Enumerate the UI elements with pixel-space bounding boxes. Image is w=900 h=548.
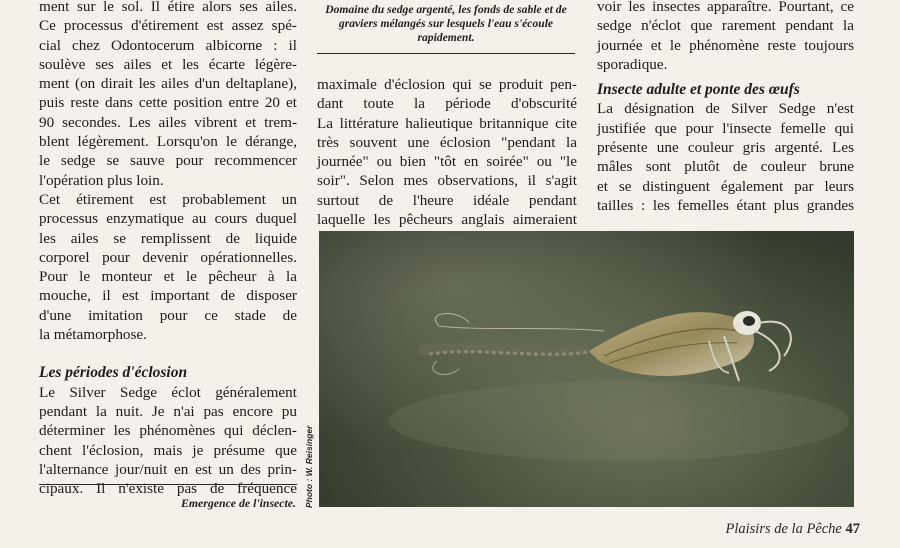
text-line: les ailes se remplissent de liquide (39, 229, 297, 247)
paragraph-sporadique (597, 0, 854, 74)
text-line: très souvent une éclosion "pendant la (317, 133, 577, 151)
text-line: Pour le monteur et le pêcheur à la (39, 268, 297, 286)
text-line: présente une couleur gris argenté. Les (597, 139, 854, 157)
text-line: sedge n'éclot que rarement pendant la (597, 17, 854, 35)
text-line: maximale d'éclosion qui se produit pen- (317, 76, 577, 93)
text-line: soir". Selon mes observations, il s'agit (317, 172, 577, 190)
text-line: ment (on dirait les ailes d'un deltaplane), (39, 75, 297, 93)
paragraph-etirement (39, 0, 297, 190)
section-heading-adulte: Insecte adulte et ponte des œufs (597, 81, 800, 99)
photo-credit (300, 418, 316, 508)
caption-rule-bottom (39, 484, 297, 485)
text-column-3 (597, 0, 854, 215)
text-line: journée" ou bien "tôt en soirée" ou "le (317, 153, 577, 171)
text-line: déterminer les phénomènes qui déclen- (39, 422, 297, 440)
text-line: et se distinguent également par leurs (597, 177, 854, 195)
text-line: surtout de l'heure idéale pendant (317, 191, 577, 209)
text-line: sporadique. (597, 55, 668, 73)
text-line: cial chez Odontocerum albicorne : il (39, 36, 297, 54)
text-line: justifiée que pour l'insecte femelle qui (597, 119, 854, 137)
paragraph-litterature (317, 75, 577, 229)
text-line: mouche, il est important de disposer (39, 287, 297, 305)
text-line: la métamorphose. (39, 326, 147, 344)
text-line: La littérature halieutique britannique cite (317, 114, 577, 132)
magazine-title: Plaisirs de la Pêche (725, 521, 842, 537)
text-column-1 (39, 0, 297, 498)
page-number: 47 (845, 521, 860, 537)
text-line: corporel pour devenir opérationnelles. (39, 248, 297, 266)
text-line: cipaux. Il n'existe pas de fréquence (39, 480, 297, 498)
text-line: Ce processus d'étirement est assez spé- (39, 17, 297, 35)
text-line: l'opération plus loin. (39, 171, 164, 189)
text-line: soulève ses ailes et les écarte légère- (39, 55, 297, 73)
photo-caption-bottom: Emergence de l'insecte. (181, 496, 296, 510)
text-line: Cet étirement est probablement un (39, 190, 297, 208)
text-line: 90 secondes. Les ailes vibrent et trem- (39, 113, 297, 131)
text-line: La désignation de Silver Sedge n'est (597, 100, 854, 118)
text-line: blent légèrement. Lorsqu'on le dérange, (39, 133, 297, 151)
section-heading-periodes: Les périodes d'éclosion (39, 364, 188, 382)
photo-caption-top: Domaine du sedge argenté, les fonds de sable et de graviers mélangés sur lesquels l'eau s'écoule rapidement. (325, 3, 567, 45)
text-line: tailles : les femelles étant plus grandes (597, 196, 854, 214)
text-line: Le Silver Sedge éclot généralement (39, 383, 297, 401)
text-column-2 (317, 75, 577, 229)
text-line: le sedge se sauve pour recommencer (39, 152, 297, 170)
paragraph-enzymatique (39, 190, 297, 344)
photo-credit-text: Photo : W. Reisinger (304, 425, 314, 508)
text-line: ment sur le sol. Il étire alors ses ailes. (39, 0, 297, 15)
text-line: l'alternance jour/nuit en est un des prin- (39, 460, 297, 478)
text-line: dant toute la période d'obscurité (317, 95, 577, 113)
text-line: processus enzymatique au cours duquel (39, 210, 297, 228)
paragraph-designation (597, 99, 854, 215)
caption-rule-top (317, 53, 575, 54)
text-line: laquelle les pêcheurs anglais aimeraient (317, 211, 577, 229)
text-line: pendant la nuit. Je n'ai pas encore pu (39, 402, 297, 420)
text-line: puis reste dans cette position entre 20 et (39, 94, 297, 112)
paragraph-eclosion (39, 383, 297, 499)
text-line: mâles sont plutôt de couleur brune (597, 158, 854, 176)
text-line: chent l'éclosion, mais je présume que (39, 441, 297, 459)
text-line: voir les insectes apparaître. Pourtant, ce (597, 0, 854, 15)
page-footer (725, 521, 860, 538)
text-line: journée et le phénomène reste toujours (597, 36, 854, 54)
text-line: d'une imitation pour ce stade de (39, 306, 297, 324)
insect-illustration (319, 231, 854, 507)
insect-emergence-photo (319, 231, 854, 507)
